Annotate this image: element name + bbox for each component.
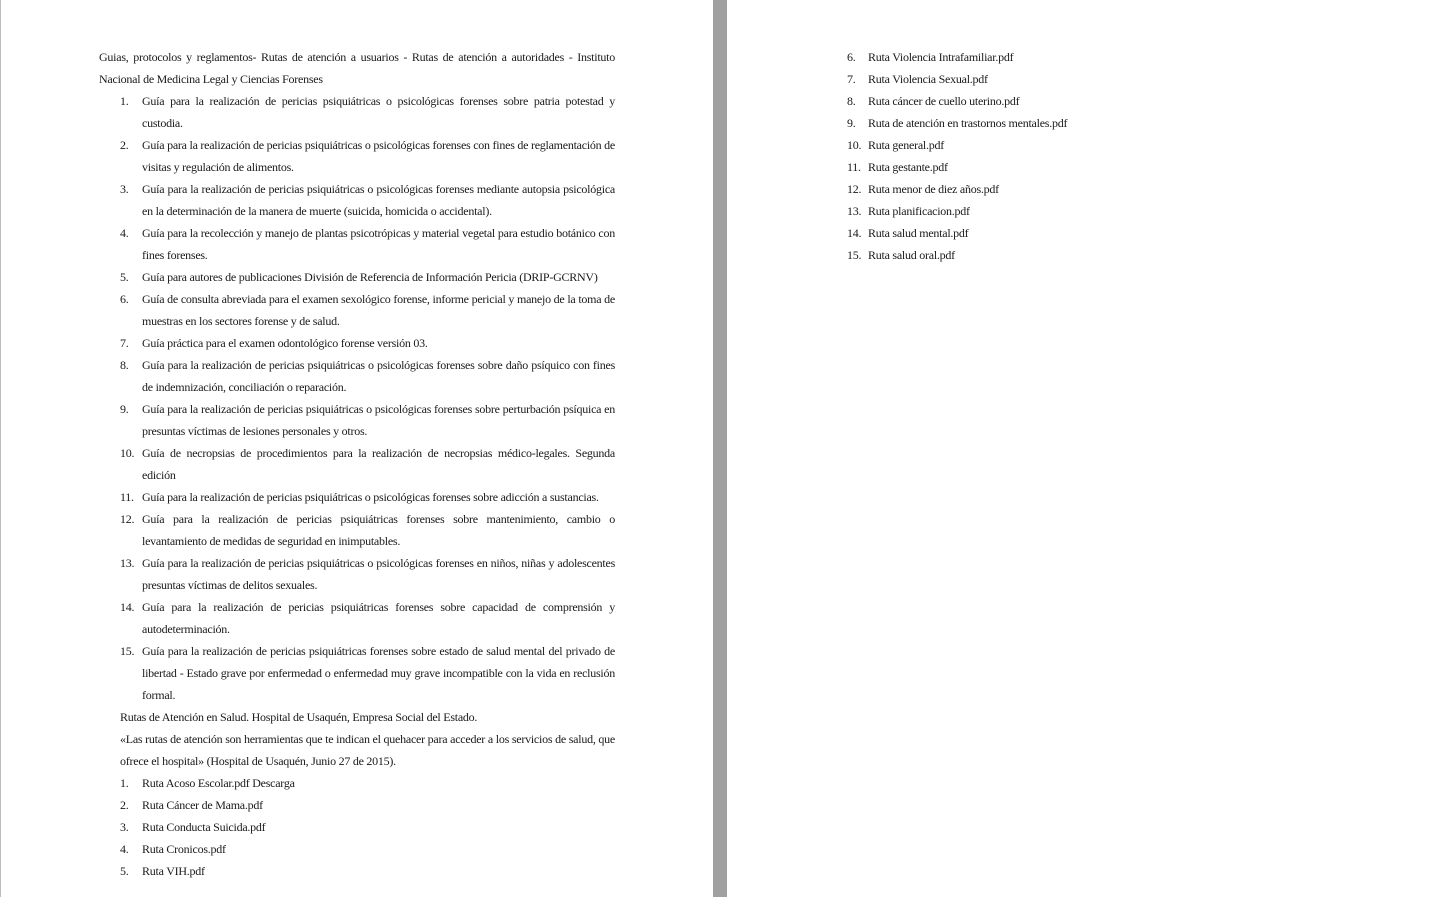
list-item-number: 3. bbox=[120, 820, 129, 834]
list-item-text: Guía para la realización de pericias psiquiátricas o psicológicas forenses sobre patria potestad y custodia. bbox=[142, 94, 615, 130]
list-item bbox=[99, 266, 615, 288]
list-item bbox=[99, 816, 615, 838]
list-item-text: Guía de necropsias de procedimientos para la realización de necropsias médico-legales. Segunda edición bbox=[142, 446, 615, 482]
list-item-text: Ruta de atención en trastornos mentales.pdf bbox=[868, 116, 1068, 130]
list-item bbox=[99, 860, 615, 882]
list-item-text: Guía práctica para el examen odontológico forense versión 03. bbox=[142, 336, 428, 350]
list-item bbox=[99, 442, 615, 486]
list-item-text: Guía para la realización de pericias psiquiátricas forenses sobre mantenimiento, cambio o levantamiento de medidas de seguridad en inimputables. bbox=[142, 512, 615, 548]
routes-quote: «Las rutas de atención son herramientas que te indican el quehacer para acceder a los servicios de salud, que ofrece el hospital» (Hospital de Usaquén, Junio 27 de 2015). bbox=[120, 732, 615, 768]
list-item-text: Ruta Cronicos.pdf bbox=[142, 842, 226, 856]
list-item-text: Guía para la realización de pericias psiquiátricas forenses sobre capacidad de comprensión y autodeterminación. bbox=[142, 600, 615, 636]
list-item bbox=[99, 288, 615, 332]
list-item-number: 4. bbox=[120, 842, 129, 856]
guides-list bbox=[99, 90, 615, 706]
page-left-content bbox=[99, 46, 615, 882]
list-item bbox=[847, 156, 1347, 178]
list-item-text: Guía de consulta abreviada para el examen sexológico forense, informe pericial y manejo de la toma de muestras en los sectores forense y de salud. bbox=[142, 292, 615, 328]
list-item-number: 9. bbox=[847, 116, 856, 130]
list-item-text: Guía para la realización de pericias psiquiátricas o psicológicas forenses en niños, niñas y adolescentes presuntas víctimas de delitos sexuales. bbox=[142, 556, 615, 592]
list-item-text: Ruta Acoso Escolar.pdf Descarga bbox=[142, 776, 295, 790]
list-item-text: Guía para la recolección y manejo de plantas psicotrópicas y material vegetal para estudio botánico con fines forenses. bbox=[142, 226, 615, 262]
list-item bbox=[99, 552, 615, 596]
list-item bbox=[99, 486, 615, 508]
list-item bbox=[847, 178, 1347, 200]
list-item bbox=[99, 838, 615, 860]
list-item bbox=[847, 244, 1347, 266]
routes-list-right bbox=[847, 46, 1347, 266]
list-item-text: Guía para la realización de pericias psiquiátricas o psicológicas forenses sobre perturbación psíquica en presuntas víctimas de lesiones personales y otros. bbox=[142, 402, 615, 438]
list-item-number: 9. bbox=[120, 402, 129, 416]
list-item bbox=[99, 90, 615, 134]
list-item bbox=[847, 200, 1347, 222]
list-item-text: Ruta menor de diez años.pdf bbox=[868, 182, 999, 196]
list-item-text: Ruta Conducta Suicida.pdf bbox=[142, 820, 266, 834]
list-item bbox=[847, 46, 1347, 68]
list-item bbox=[847, 112, 1347, 134]
list-item-text: Ruta gestante.pdf bbox=[868, 160, 948, 174]
list-item-number: 15. bbox=[847, 248, 862, 262]
list-item-text: Ruta Violencia Sexual.pdf bbox=[868, 72, 988, 86]
list-item-number: 13. bbox=[847, 204, 862, 218]
list-item-number: 10. bbox=[847, 138, 862, 152]
list-item bbox=[99, 134, 615, 178]
list-item-number: 7. bbox=[847, 72, 856, 86]
list-item-number: 2. bbox=[120, 138, 129, 152]
list-item-text: Guía para autores de publicaciones División de Referencia de Información Pericia (DRIP-GCRNV) bbox=[142, 270, 598, 284]
list-item-text: Guía para la realización de pericias psiquiátricas forenses sobre estado de salud mental del privado de libertad - Estado grave por enfermedad o enfermedad muy grave incompatible con la vida en reclusión formal. bbox=[142, 644, 615, 702]
intro-paragraph: Guias, protocolos y reglamentos- Rutas de atención a usuarios - Rutas de atención a autoridades - Instituto Nacional de Medicina Legal y Ciencias Forenses bbox=[99, 50, 615, 86]
list-item-number: 8. bbox=[120, 358, 129, 372]
list-item bbox=[99, 222, 615, 266]
list-item-number: 3. bbox=[120, 182, 129, 196]
routes-heading: Rutas de Atención en Salud. Hospital de Usaquén, Empresa Social del Estado. bbox=[120, 710, 478, 724]
list-item-number: 1. bbox=[120, 776, 129, 790]
list-item-text: Ruta general.pdf bbox=[868, 138, 944, 152]
list-item bbox=[99, 772, 615, 794]
list-item-text: Ruta cáncer de cuello uterino.pdf bbox=[868, 94, 1020, 108]
list-item-number: 5. bbox=[120, 270, 129, 284]
list-item-number: 7. bbox=[120, 336, 129, 350]
list-item bbox=[99, 354, 615, 398]
list-item-text: Ruta Violencia Intrafamiliar.pdf bbox=[868, 50, 1014, 64]
list-item bbox=[99, 178, 615, 222]
list-item-number: 11. bbox=[847, 160, 861, 174]
list-item-number: 15. bbox=[120, 644, 135, 658]
list-item bbox=[99, 596, 615, 640]
list-item-number: 11. bbox=[120, 490, 134, 504]
list-item-text: Ruta salud oral.pdf bbox=[868, 248, 955, 262]
list-item bbox=[847, 134, 1347, 156]
list-item-number: 12. bbox=[847, 182, 862, 196]
list-item bbox=[847, 90, 1347, 112]
document-page-left bbox=[0, 0, 713, 897]
list-item bbox=[99, 398, 615, 442]
list-item-number: 13. bbox=[120, 556, 135, 570]
list-item bbox=[99, 640, 615, 706]
list-item-number: 14. bbox=[120, 600, 135, 614]
list-item-text: Guía para la realización de pericias psiquiátricas o psicológicas forenses sobre adicción a sustancias. bbox=[142, 490, 599, 504]
list-item-number: 5. bbox=[120, 864, 129, 878]
list-item-number: 4. bbox=[120, 226, 129, 240]
list-item bbox=[99, 508, 615, 552]
list-item-text: Ruta VIH.pdf bbox=[142, 864, 205, 878]
list-item-number: 12. bbox=[120, 512, 135, 526]
list-item bbox=[847, 222, 1347, 244]
list-item bbox=[847, 68, 1347, 90]
list-item-text: Guía para la realización de pericias psiquiátricas o psicológicas forenses mediante autopsia psicológica en la determinación de la manera de muerte (suicida, homicida o accidental). bbox=[142, 182, 615, 218]
list-item-text: Guía para la realización de pericias psiquiátricas o psicológicas forenses sobre daño psíquico con fines de indemnización, conciliación o reparación. bbox=[142, 358, 615, 394]
list-item-number: 6. bbox=[120, 292, 129, 306]
list-item bbox=[99, 794, 615, 816]
list-item-number: 10. bbox=[120, 446, 135, 460]
list-item-number: 6. bbox=[847, 50, 856, 64]
page-gutter bbox=[713, 0, 727, 897]
list-item-number: 14. bbox=[847, 226, 862, 240]
routes-list-left bbox=[99, 772, 615, 882]
list-item-number: 2. bbox=[120, 798, 129, 812]
list-item bbox=[99, 332, 615, 354]
list-item-text: Guía para la realización de pericias psiquiátricas o psicológicas forenses con fines de reglamentación de visitas y regulación de alimentos. bbox=[142, 138, 615, 174]
list-item-text: Ruta salud mental.pdf bbox=[868, 226, 969, 240]
list-item-number: 8. bbox=[847, 94, 856, 108]
document-page-right bbox=[727, 0, 1440, 897]
list-item-text: Ruta planificacion.pdf bbox=[868, 204, 970, 218]
page-right-content bbox=[847, 46, 1347, 266]
list-item-text: Ruta Cáncer de Mama.pdf bbox=[142, 798, 263, 812]
list-item-number: 1. bbox=[120, 94, 129, 108]
